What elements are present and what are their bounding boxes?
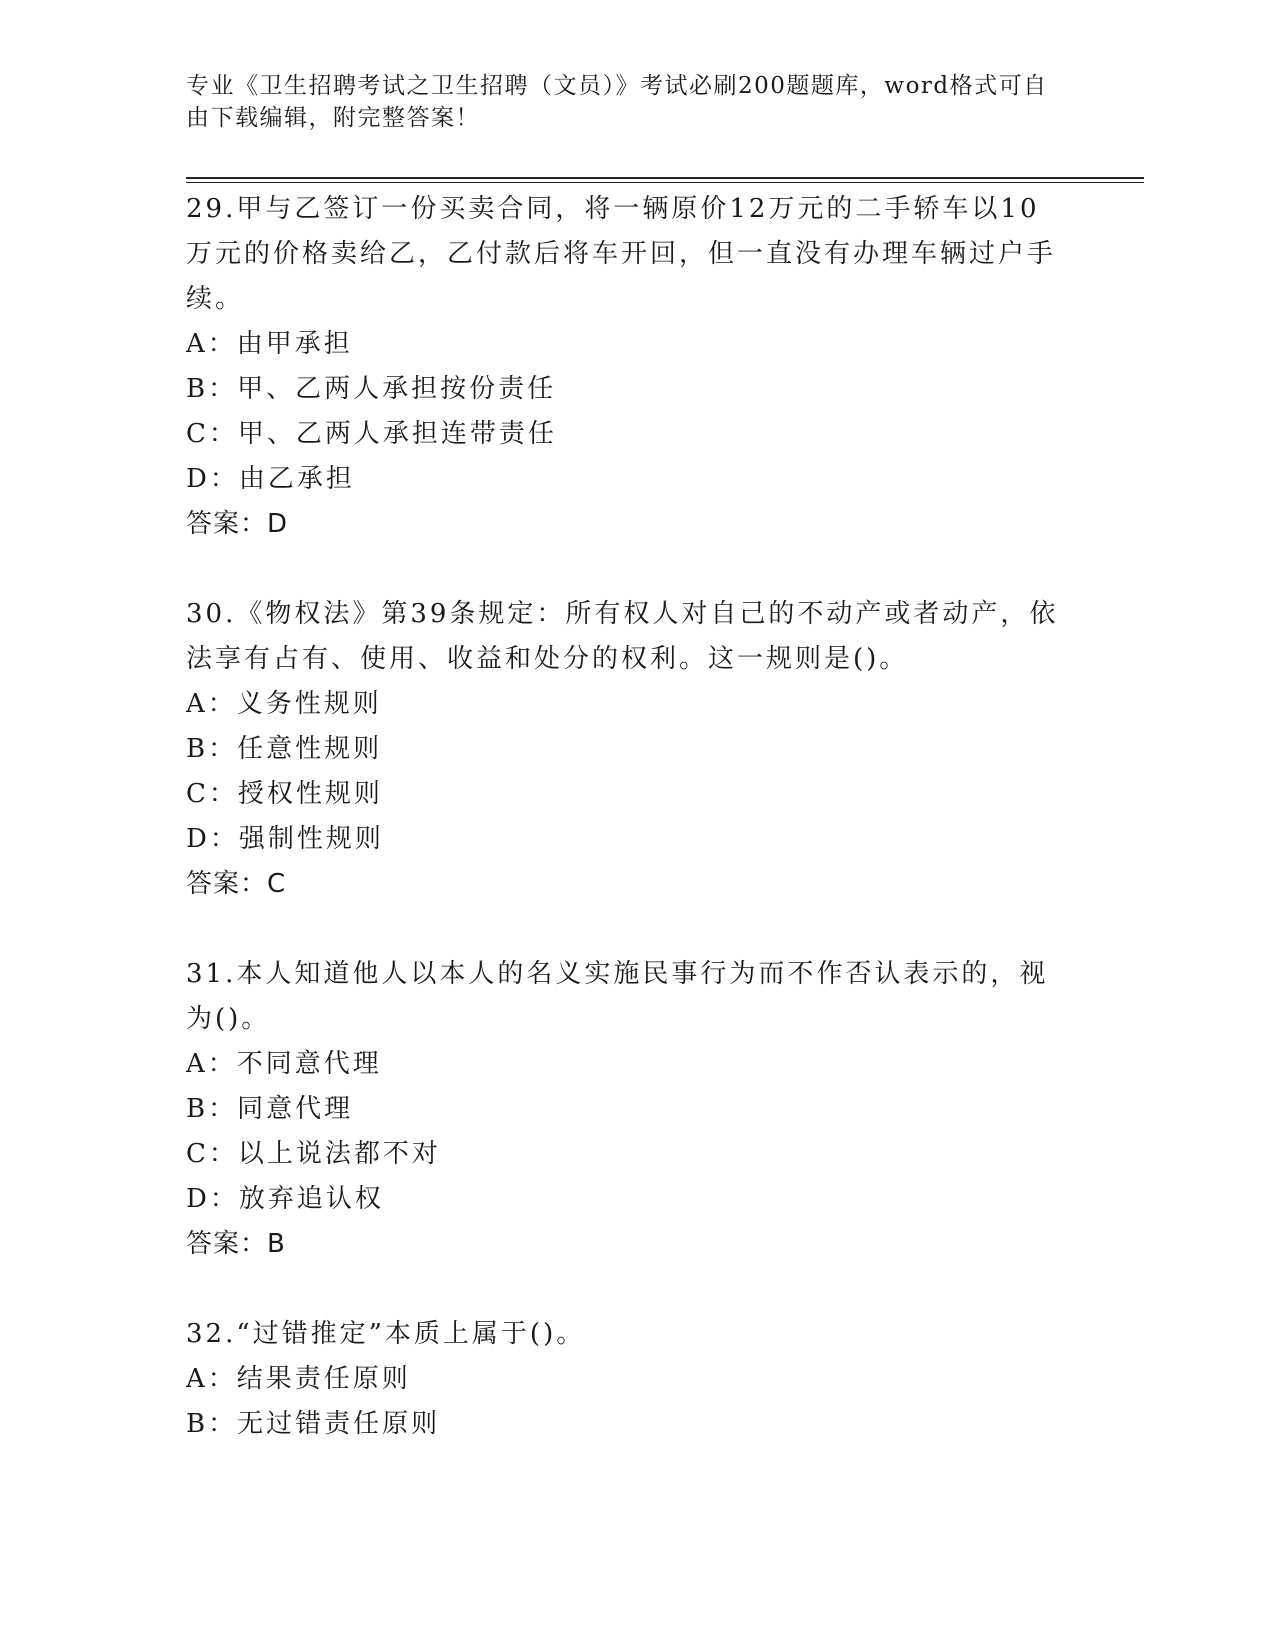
option-b: B：任意性规则 <box>186 734 383 764</box>
question-32 <box>186 1312 1066 1447</box>
answer: 答案：B <box>186 1229 286 1259</box>
question-stem: 31.本人知道他人以本人的名义实施民事行为而不作否认表示的，视为()。 <box>186 959 1049 1034</box>
question-stem: 32.“过错推定”本质上属于()。 <box>186 1319 586 1349</box>
document-header: 专业《卫生招聘考试之卫生招聘（文员）》考试必刷200题题库，word格式可自由下载编辑，附完整答案！ <box>186 73 1048 131</box>
question-stem: 30.《物权法》第39条规定：所有权人对自己的不动产或者动产，依法享有占有、使用、收益和处分的权利。这一规则是()。 <box>186 599 1059 674</box>
header-rule-thick <box>186 177 1144 179</box>
option-d: D：强制性规则 <box>186 824 384 854</box>
question-31 <box>186 952 1066 1267</box>
option-b: B：无过错责任原则 <box>186 1409 441 1439</box>
option-b: B：甲、乙两人承担按份责任 <box>186 374 557 404</box>
option-d: D：由乙承担 <box>186 464 355 494</box>
option-b: B：同意代理 <box>186 1094 354 1124</box>
option-a: A：由甲承担 <box>186 329 353 359</box>
option-a: A：结果责任原则 <box>186 1364 411 1394</box>
option-d: D：放弃追认权 <box>186 1184 384 1214</box>
header-rule-thin <box>186 182 1144 183</box>
option-c: C：授权性规则 <box>186 779 383 809</box>
option-a: A：不同意代理 <box>186 1049 382 1079</box>
answer: 答案：C <box>186 869 287 899</box>
option-a: A：义务性规则 <box>186 689 382 719</box>
question-stem: 29.甲与乙签订一份买卖合同，将一辆原价12万元的二手轿车以10万元的价格卖给乙，乙付款后将车开回，但一直没有办理车辆过户手续。 <box>186 194 1057 314</box>
question-30 <box>186 592 1066 907</box>
option-c: C：以上说法都不对 <box>186 1139 441 1169</box>
answer: 答案：D <box>186 509 289 539</box>
option-c: C：甲、乙两人承担连带责任 <box>186 419 557 449</box>
question-29 <box>186 187 1066 547</box>
